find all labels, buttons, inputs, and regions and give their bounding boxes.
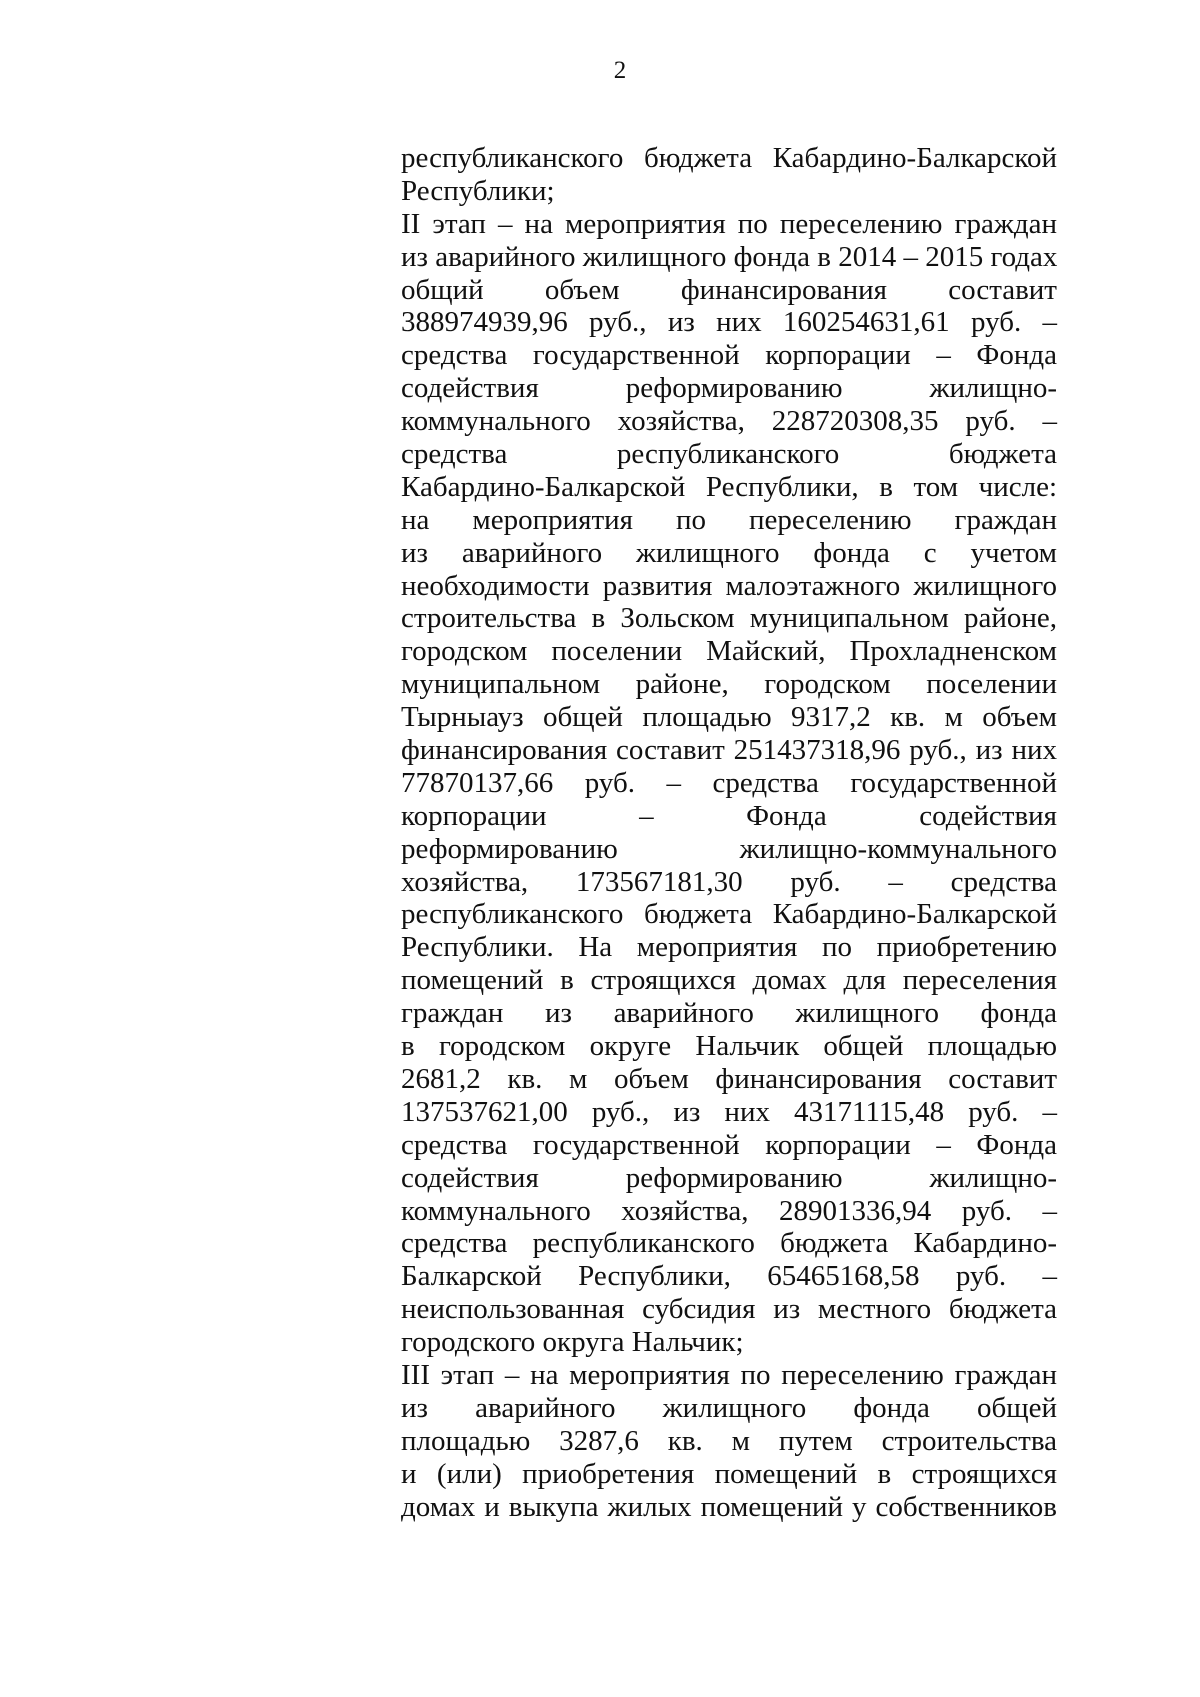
body-text: [401, 142, 1057, 1523]
text-line: и (или) приобретения помещений в строящихся: [401, 1457, 1057, 1490]
text-line: в городском округе Нальчик общей площадью: [401, 1030, 1057, 1063]
text-line: из аварийного жилищного фонда в 2014 – 2015 годах: [401, 240, 1058, 273]
text-line: строительства в Зольском муниципальном районе,: [401, 602, 1057, 635]
text-line: республиканского бюджета Кабардино-Балкарской: [401, 898, 1057, 931]
text-line: Республики. На мероприятия по приобретению: [401, 931, 1057, 964]
text-line: III этап – на мероприятия по переселению граждан: [401, 1358, 1057, 1391]
text-line: на мероприятия по переселению граждан: [401, 503, 1057, 536]
text-line: 2681,2 кв. м объем финансирования составит: [401, 1062, 1057, 1095]
text-line: коммунального хозяйства, 28901336,94 руб. –: [401, 1194, 1057, 1227]
page-number: 2: [613, 57, 627, 84]
text-line: Тырныауз общей площадью 9317,2 кв. м объем: [401, 701, 1057, 734]
text-line: городском поселении Майский, Прохладненском: [401, 635, 1057, 668]
text-line: реформированию жилищно-коммунального: [401, 832, 1057, 865]
text-line: хозяйства, 173567181,30 руб. – средства: [401, 865, 1057, 898]
text-line: домах и выкупа жилых помещений у собственников: [401, 1490, 1057, 1523]
text-line: площадью 3287,6 кв. м путем строительства: [401, 1424, 1057, 1457]
text-line: финансирования составит 251437318,96 руб., из них: [401, 734, 1057, 767]
text-line: республиканского бюджета Кабардино-Балкарской: [401, 142, 1057, 174]
text-line: 388974939,96 руб., из них 160254631,61 руб. –: [401, 306, 1057, 339]
text-line: Балкарской Республики, 65465168,58 руб. –: [401, 1260, 1057, 1293]
text-line: содействия реформированию жилищно-: [401, 372, 1057, 405]
text-line: коммунального хозяйства, 228720308,35 руб. –: [401, 405, 1057, 438]
text-line: Республики;: [401, 174, 555, 207]
text-line: 77870137,66 руб. – средства государственной: [401, 766, 1057, 799]
text-line: 137537621,00 руб., из них 43171115,48 руб. –: [401, 1095, 1057, 1128]
text-line: из аварийного жилищного фонда общей: [401, 1391, 1057, 1424]
text-line: общий объем финансирования составит: [401, 273, 1057, 306]
text-line: необходимости развития малоэтажного жилищного: [401, 569, 1057, 602]
text-line: средства республиканского бюджета: [401, 438, 1057, 471]
text-line: средства республиканского бюджета Кабардино-: [401, 1227, 1057, 1260]
text-line: помещений в строящихся домах для переселения: [401, 964, 1057, 997]
text-line: граждан из аварийного жилищного фонда: [401, 997, 1057, 1030]
text-line: неиспользованная субсидия из местного бюджета: [401, 1293, 1057, 1326]
text-line: средства государственной корпорации – Фонда: [401, 1128, 1057, 1161]
text-line: корпорации – Фонда содействия: [401, 799, 1057, 832]
text-line: городского округа Нальчик;: [401, 1326, 744, 1359]
text-line: средства государственной корпорации – Фонда: [401, 339, 1057, 372]
text-line: муниципальном районе, городском поселении: [401, 668, 1057, 701]
text-line: содействия реформированию жилищно-: [401, 1161, 1057, 1194]
text-line: из аварийного жилищного фонда с учетом: [401, 536, 1057, 569]
text-line: II этап – на мероприятия по переселению граждан: [401, 207, 1057, 240]
text-line: Кабардино-Балкарской Республики, в том числе:: [401, 470, 1057, 503]
